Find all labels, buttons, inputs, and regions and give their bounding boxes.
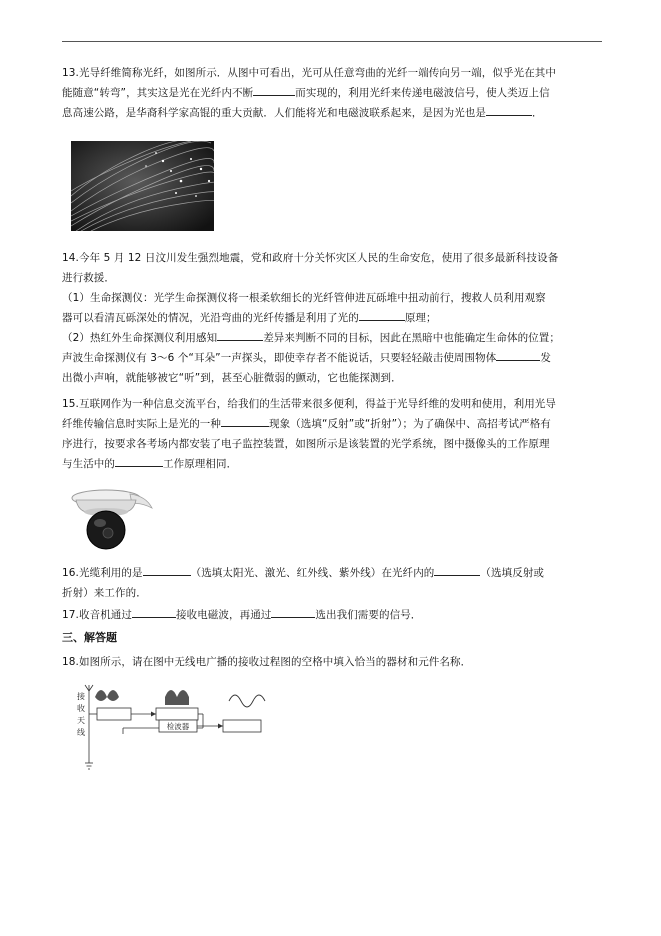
q15-line1: 15.互联网作为一种信息交流平台，给我们的生活带来很多便利，得益于光导纤维的发明和使用，利用光导 bbox=[62, 398, 556, 410]
q13-text: 能随意“转弯”，其实这是光在光纤内不断 bbox=[62, 87, 254, 99]
blank-component-box-3[interactable] bbox=[223, 720, 261, 732]
answer-blank[interactable] bbox=[271, 606, 315, 618]
header-rule bbox=[62, 41, 602, 42]
q16-text: （选填太阳光、激光、红外线、紫外线）在光纤内的 bbox=[190, 567, 435, 579]
blank-component-box-2[interactable] bbox=[156, 708, 198, 720]
answer-blank[interactable] bbox=[486, 104, 532, 116]
q13-text: ． bbox=[532, 107, 543, 119]
q15-line2 bbox=[62, 414, 602, 434]
dome-camera-illustration bbox=[64, 486, 154, 554]
q15-text: 现象（选填“反射”或“折射”）；为了确保中、高招考试严格有 bbox=[269, 418, 551, 430]
q17-text: 选出我们需要的信号． bbox=[315, 609, 422, 621]
answer-blank[interactable] bbox=[143, 564, 191, 576]
detected-wave-icon bbox=[165, 690, 189, 705]
ground-wire bbox=[85, 699, 97, 769]
blank-component-box-1[interactable] bbox=[97, 708, 131, 720]
q17-text: 接收电磁波，再通过 bbox=[176, 609, 272, 621]
q14-text: （2）热红外生命探测仪利用感知 bbox=[62, 332, 218, 344]
answer-blank[interactable] bbox=[434, 564, 480, 576]
question-14 bbox=[62, 248, 602, 388]
q14-text: 原理； bbox=[404, 312, 437, 324]
optical-fiber-photo bbox=[71, 141, 214, 231]
answer-blank[interactable] bbox=[496, 349, 540, 361]
q15-line4 bbox=[62, 454, 602, 474]
q16-text: （选填反射或 bbox=[480, 567, 545, 579]
question-15 bbox=[62, 394, 602, 474]
answer-blank[interactable] bbox=[217, 329, 263, 341]
detector-label: 检波器 bbox=[166, 722, 190, 731]
modulated-wave-icon bbox=[95, 690, 119, 701]
q14-text: 声波生命探测仪有 3～6 个“耳朵”一声探头，即使幸存者不能说话，只要轻轻敲击使周围物体 bbox=[62, 352, 497, 364]
q13-text: 而实现的，利用光纤来传递电磁波信号，使人类迈上信 bbox=[295, 87, 550, 99]
q16-line1 bbox=[62, 563, 602, 583]
question-16 bbox=[62, 563, 602, 603]
antenna-label-char: 收 bbox=[77, 704, 85, 713]
q14-text: 差异来判断不同的目标，因此在黑暗中也能确定生命体的位置； bbox=[263, 332, 560, 344]
q14-line1: 14.今年 5 月 12 日汶川发生强烈地震，党和政府十分关怀灾区人民的生命安危，使用了很多最新科技设备 bbox=[62, 252, 559, 264]
q16-line2: 折射）来工作的． bbox=[62, 587, 147, 599]
question-17 bbox=[62, 605, 602, 625]
radio-reception-diagram bbox=[63, 683, 273, 773]
optical-fiber-illustration bbox=[71, 141, 214, 231]
q15-text: 与生活中的 bbox=[62, 458, 115, 470]
answer-blank[interactable] bbox=[132, 606, 176, 618]
q14-part2-line1 bbox=[62, 328, 602, 348]
q14-line2: 进行救援． bbox=[62, 272, 115, 284]
antenna-label-char: 线 bbox=[77, 728, 85, 737]
q14-part1-line2 bbox=[62, 308, 602, 328]
question-13 bbox=[62, 63, 602, 123]
q13-text: 息高速公路，是华裔科学家高锟的重大贡献．人们能将光和电磁波联系起来，是因为光也是 bbox=[62, 107, 486, 119]
q14-text: 器可以看清瓦砾深处的情况，光沿弯曲的光纤传播是利用了光的 bbox=[62, 312, 359, 324]
q14-text: 发 bbox=[540, 352, 551, 364]
q17-text: 17.收音机通过 bbox=[62, 609, 132, 621]
dome-camera-photo bbox=[64, 486, 154, 554]
arrow-icon bbox=[218, 724, 223, 729]
q17-line bbox=[62, 605, 602, 625]
audio-wave-icon bbox=[229, 695, 265, 707]
answer-blank[interactable] bbox=[221, 415, 269, 427]
q14-part2-line2 bbox=[62, 348, 602, 368]
q16-text: 16.光缆利用的是 bbox=[62, 567, 143, 579]
q15-line3: 序进行，按要求各考场内都安装了电子监控装置，如图所示是该装置的光学系统，图中摄像头的工作原理 bbox=[62, 438, 550, 450]
reception-circuit bbox=[63, 683, 273, 773]
q14-part2-line3: 出微小声响，就能够被它“听”到，甚至心脏微弱的颤动，它也能探测到． bbox=[62, 372, 402, 384]
q13-line3 bbox=[62, 103, 602, 123]
answer-blank[interactable] bbox=[115, 455, 163, 467]
answer-blank[interactable] bbox=[253, 84, 295, 96]
q15-text: 纤维传输信息时实际上是光的一种 bbox=[62, 418, 221, 430]
q13-line2 bbox=[62, 83, 602, 103]
q14-part1-line1: （1）生命探测仪：光学生命探测仪将一根柔软细长的光纤管伸进瓦砾堆中扭动前行，搜救人员利用观察 bbox=[62, 292, 546, 304]
antenna-label-char: 天 bbox=[77, 716, 85, 725]
q13-line1: 13.光导纤维简称光纤，如图所示．从图中可看出，光可从任意弯曲的光纤一端传向另一端，似乎光在其中 bbox=[62, 67, 556, 79]
question-18 bbox=[62, 652, 602, 672]
arrow-icon bbox=[151, 712, 156, 717]
answer-blank[interactable] bbox=[359, 309, 405, 321]
q18-line1: 18.如图所示，请在图中无线电广播的接收过程图的空格中填入恰当的器材和元件名称． bbox=[62, 656, 472, 668]
antenna-icon bbox=[85, 685, 93, 699]
q15-text: 工作原理相同． bbox=[163, 458, 238, 470]
antenna-label-char: 接 bbox=[77, 692, 85, 701]
section-heading: 三、解答题 bbox=[62, 631, 117, 644]
